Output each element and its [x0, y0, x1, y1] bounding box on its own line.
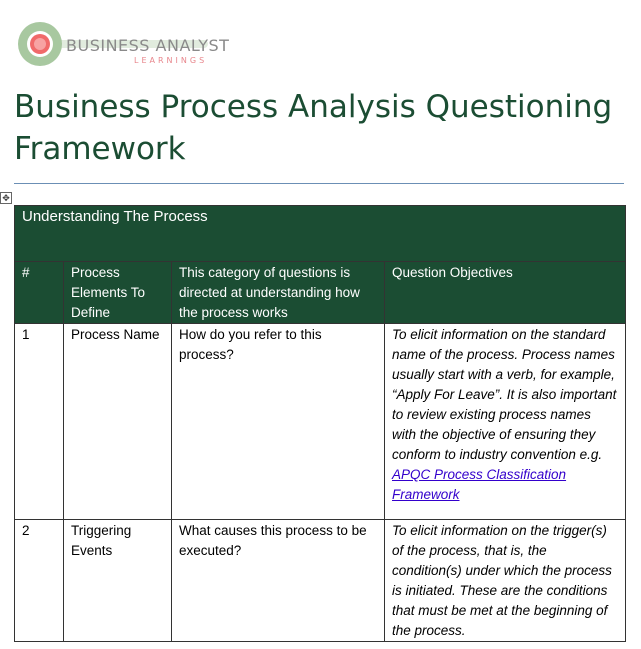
- apqc-framework-link[interactable]: APQC Process Classification Framework: [392, 467, 567, 502]
- document-title: Business Process Analysis Questioning Framework: [14, 89, 613, 167]
- title-divider: [14, 183, 624, 184]
- row-objective-text: To elicit information on the trigger(s) of the process, that is, the condition(s) under which the process is initiated. These are the conditions that must be met at the beginning of the process.: [392, 523, 612, 638]
- row-process-element: Triggering Events: [64, 520, 172, 642]
- questioning-framework-table: [14, 205, 626, 642]
- logo-subtext: LEARNINGS: [134, 56, 208, 65]
- header-question-objectives: Question Objectives: [385, 262, 626, 324]
- row-objective-text: To elicit information on the standard name of the process. Process names usually start with a verb, for example, “Apply For Leave”. It is also important to review existing process names with the objective of ensuring they conform to industry convention e.g.: [392, 327, 617, 462]
- header-number: #: [15, 262, 64, 324]
- business-analyst-learnings-logo: [14, 18, 230, 70]
- header-question-category: This category of questions is directed at understanding how the process works: [172, 262, 385, 324]
- row-question: What causes this process to be executed?: [172, 520, 385, 642]
- column-header-row: [15, 262, 626, 324]
- section-title: Understanding The Process: [15, 206, 626, 262]
- row-number: 1: [15, 324, 64, 520]
- row-process-element: Process Name: [64, 324, 172, 520]
- header-process-elements: Process Elements To Define: [64, 262, 172, 324]
- row-objective: [385, 324, 626, 520]
- table-move-handle-icon[interactable]: ✥: [0, 192, 12, 204]
- table-row: [15, 520, 626, 642]
- row-objective: [385, 520, 626, 642]
- logo-text: BUSINESS ANALYST: [66, 36, 230, 55]
- section-header-row: [15, 206, 626, 262]
- row-question: How do you refer to this process?: [172, 324, 385, 520]
- table-row: [15, 324, 626, 520]
- row-number: 2: [15, 520, 64, 642]
